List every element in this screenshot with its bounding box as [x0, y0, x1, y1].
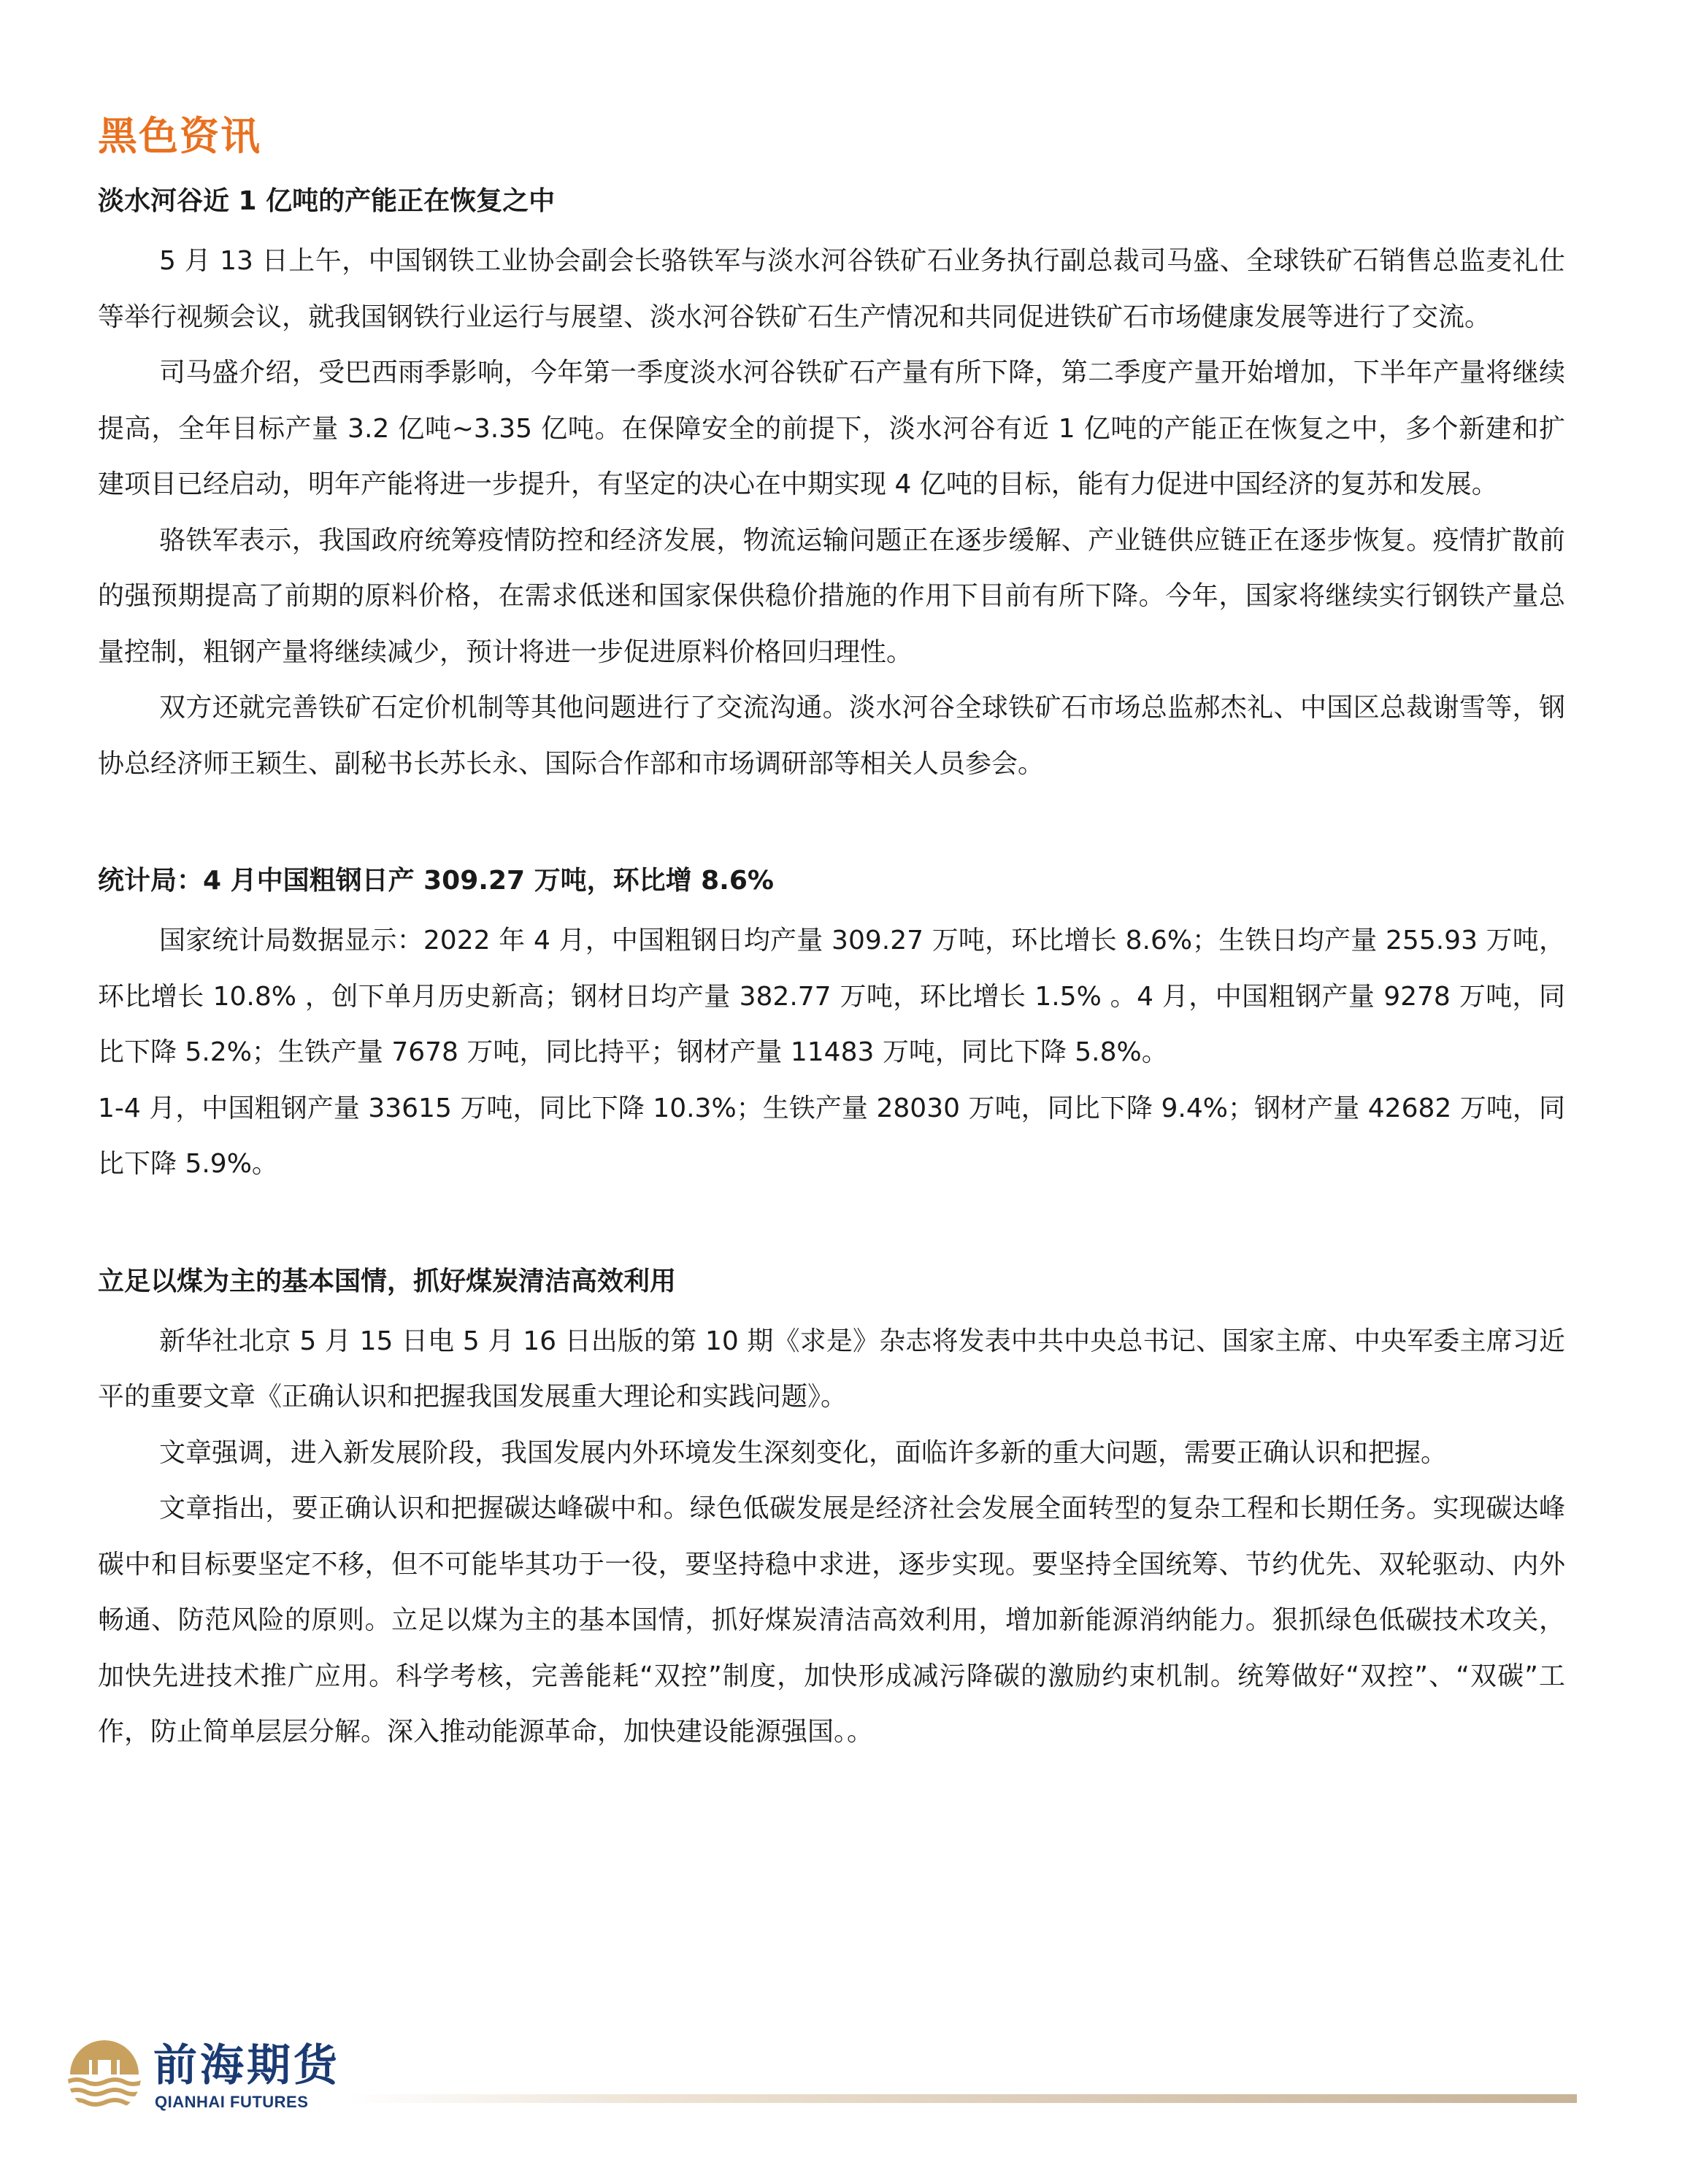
- article-paragraph: 新华社北京 5 月 15 日电 5 月 16 日出版的第 10 期《求是》杂志将发表中共中央总书记、国家主席、中央军委主席习近平的重要文章《正确认识和把握我国发展重大理论和实践问题》。: [98, 1326, 1565, 1412]
- article-title: 立足以煤为主的基本国情，抓好煤炭清洁高效利用: [98, 1266, 677, 1296]
- article-paragraph: 文章强调，进入新发展阶段，我国发展内外环境发生深刻变化，面临许多新的重大问题，需要正确认识和把握。: [159, 1437, 1448, 1468]
- section-spacer: [98, 792, 1565, 861]
- article-vale-capacity: [98, 181, 1565, 792]
- article-steel-output: [98, 861, 1565, 1193]
- sunrise-waves-icon: [64, 2037, 145, 2117]
- article-title: 淡水河谷近 1 亿吨的产能正在恢复之中: [98, 186, 556, 216]
- footer-divider: [347, 2094, 1577, 2103]
- article-paragraph: 5 月 13 日上午，中国钢铁工业协会副会长骆铁军与淡水河谷铁矿石业务执行副总裁司马盛、全球铁矿石销售总监麦礼仕等举行视频会议，就我国钢铁行业运行与展望、淡水河谷铁矿石生产情况和共同促进铁矿石市场健康发展等进行了交流。: [98, 246, 1565, 332]
- company-logo: [64, 2037, 340, 2117]
- article-coal-policy: [98, 1261, 1565, 1761]
- logo-text-cn: 前海期货: [153, 2040, 340, 2091]
- article-paragraph: 骆铁军表示，我国政府统筹疫情防控和经济发展，物流运输问题正在逐步缓解、产业链供应链正在逐步恢复。疫情扩散前的强预期提高了前期的原料价格，在需求低迷和国家保供稳价措施的作用下目前有所下降。今年，国家将继续实行钢铁产量总量控制，粗钢产量将继续减少，预计将进一步促进原料价格回归理性。: [98, 525, 1565, 667]
- section-spacer: [98, 1193, 1565, 1261]
- article-paragraph: 司马盛介绍，受巴西雨季影响，今年第一季度淡水河谷铁矿石产量有所下降，第二季度产量开始增加，下半年产量将继续提高，全年目标产量 3.2 亿吨~3.35 亿吨。在保障安全的前提下，淡水河谷有近 1 亿吨的产能正在恢复之中，多个新建和扩建项目已经启动，明年产能将进一步提升，有坚定的决心在中期实现 4 亿吨的目标，能有力促进中国经济的复苏和发展。: [98, 358, 1565, 499]
- section-heading: 黑色资讯: [98, 113, 261, 159]
- article-title: 统计局：4 月中国粗钢日产 309.27 万吨，环比增 8.6%: [98, 866, 774, 896]
- article-paragraph: 双方还就完善铁矿石定价机制等其他问题进行了交流沟通。淡水河谷全球铁矿石市场总监郝杰礼、中国区总裁谢雪等，钢协总经济师王颖生、副秘书长苏长永、国际合作部和市场调研部等相关人员参会。: [98, 693, 1565, 779]
- article-paragraph: 国家统计局数据显示：2022 年 4 月，中国粗钢日均产量 309.27 万吨，环比增长 8.6%；生铁日均产量 255.93 万吨，环比增长 10.8% ，创下单月历史新高；钢材日均产量 382.77 万吨，环比增长 1.5% 。4 月，中国粗钢产量 9278 万吨，同比下降 5.2%；生铁产量 7678 万吨，同比持平；钢材产量 11483 万吨，同比下降 5.8%。: [98, 926, 1565, 1067]
- logo-text-en: QIANHAI FUTURES: [155, 2093, 309, 2111]
- article-paragraph: 1-4 月，中国粗钢产量 33615 万吨，同比下降 10.3%；生铁产量 28030 万吨，同比下降 9.4%；钢材产量 42682 万吨，同比下降 5.9%。: [98, 1093, 1565, 1179]
- article-paragraph: 文章指出，要正确认识和把握碳达峰碳中和。绿色低碳发展是经济社会发展全面转型的复杂工程和长期任务。实现碳达峰碳中和目标要坚定不移，但不可能毕其功于一役，要坚持稳中求进，逐步实现。要坚持全国统筹、节约优先、双轮驱动、内外畅通、防范风险的原则。立足以煤为主的基本国情，抓好煤炭清洁高效利用，增加新能源消纳能力。狠抓绿色低碳技术攻关，加快先进技术推广应用。科学考核，完善能耗“双控”制度，加快形成减污降碳的激励约束机制。统筹做好“双控”、“双碳”工作，防止简单层层分解。深入推动能源革命，加快建设能源强国。。: [98, 1493, 1565, 1747]
- content-body: [98, 181, 1565, 1761]
